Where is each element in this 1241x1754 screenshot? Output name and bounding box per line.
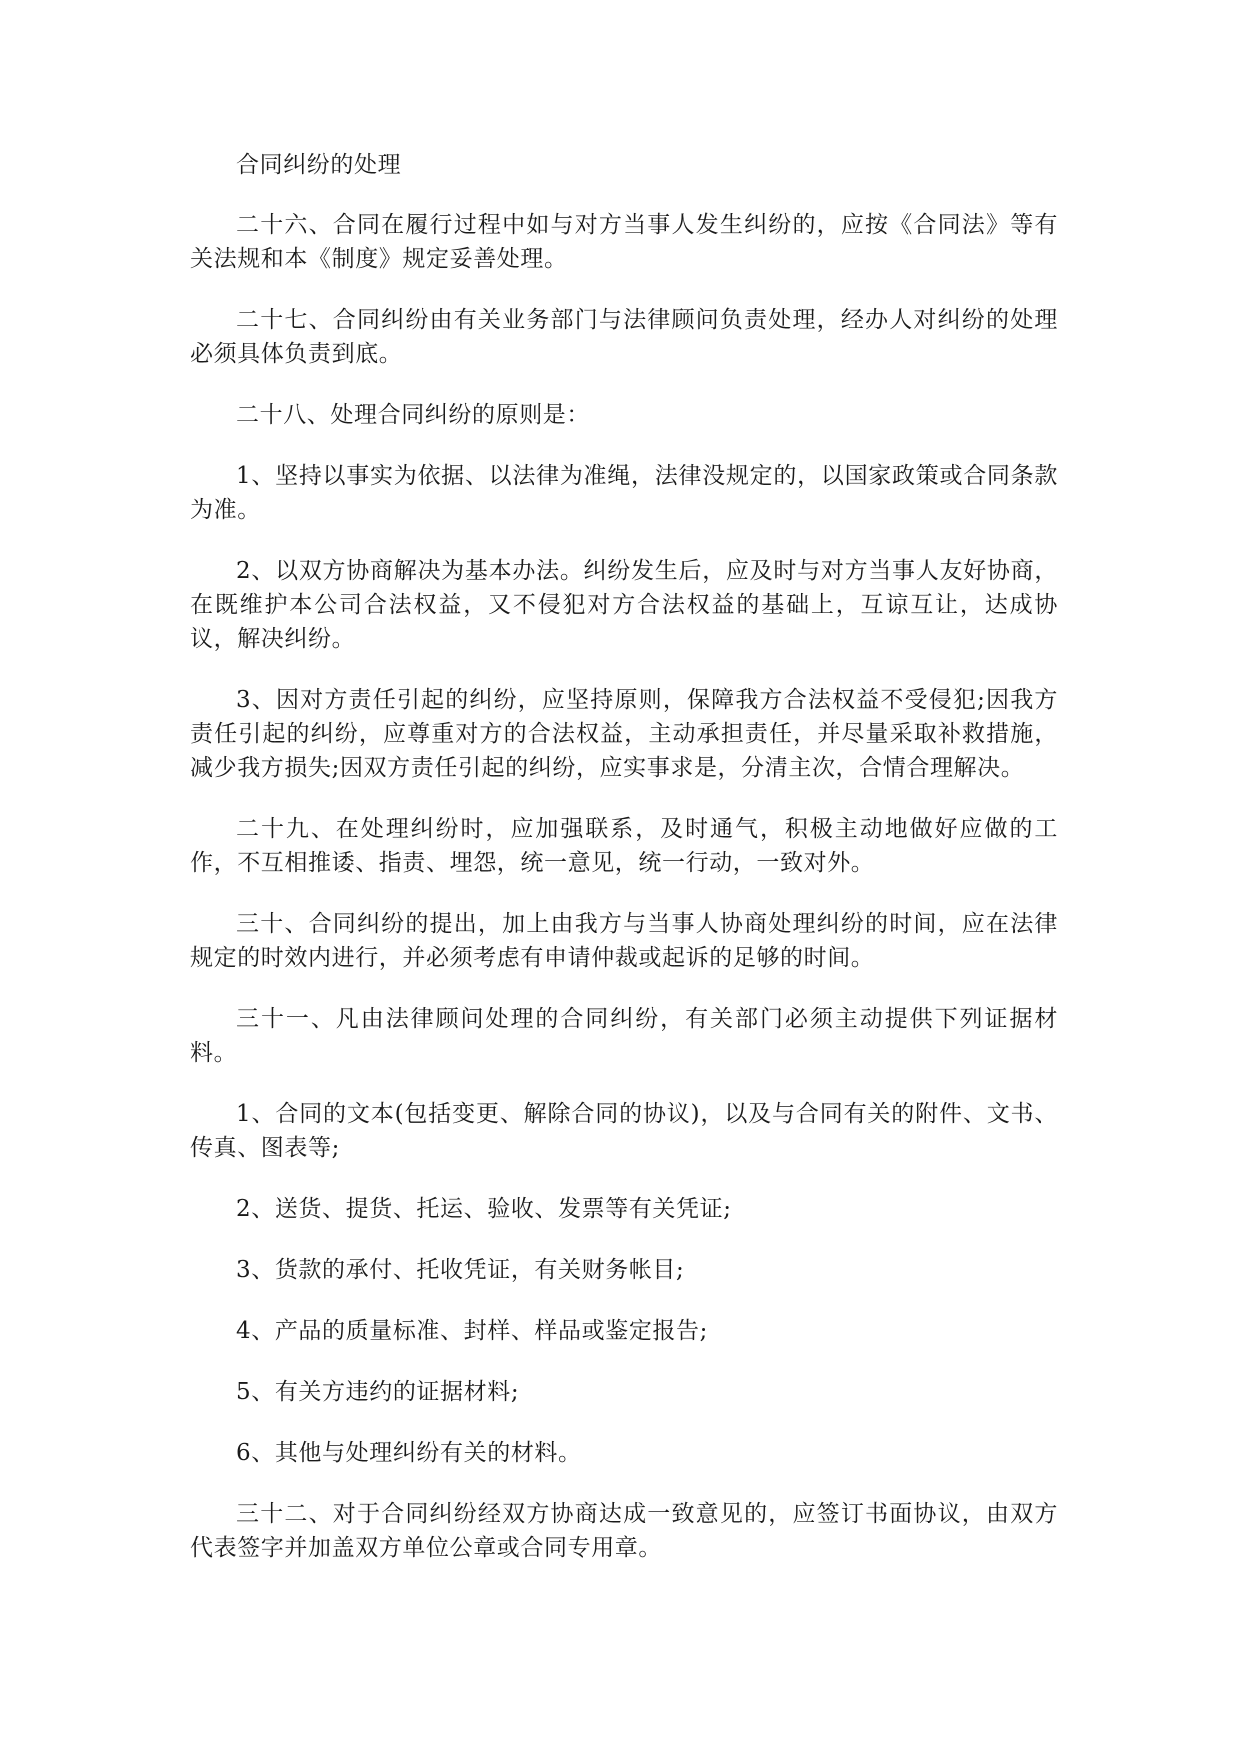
principle-1: 1、坚持以事实为依据、以法律为准绳，法律没规定的，以国家政策或合同条款为准。	[190, 463, 1058, 523]
section-title: 合同纠纷的处理	[236, 152, 402, 178]
evidence-item-3: 3、货款的承付、托收凭证，有关财务帐目;	[236, 1257, 685, 1283]
paragraph-30: 三十、合同纠纷的提出，加上由我方与当事人协商处理纠纷的时间，应在法律规定的时效内进行，并必须考虑有申请仲裁或起诉的足够的时间。	[190, 911, 1058, 971]
evidence-item-6: 6、其他与处理纠纷有关的材料。	[236, 1440, 582, 1466]
principle-2: 2、以双方协商解决为基本办法。纠纷发生后，应及时与对方当事人友好协商，在既维护本公司合法权益，又不侵犯对方合法权益的基础上，互谅互让，达成协议，解决纠纷。	[190, 558, 1058, 652]
paragraph-32: 三十二、对于合同纠纷经双方协商达成一致意见的，应签订书面协议，由双方代表签字并加盖双方单位公章或合同专用章。	[190, 1501, 1058, 1561]
paragraph-27: 二十七、合同纠纷由有关业务部门与法律顾问负责处理，经办人对纠纷的处理必须具体负责到底。	[190, 307, 1058, 367]
evidence-item-1: 1、合同的文本(包括变更、解除合同的协议)，以及与合同有关的附件、文书、传真、图表等;	[190, 1101, 1058, 1161]
evidence-item-5: 5、有关方违约的证据材料;	[236, 1379, 520, 1405]
evidence-item-4: 4、产品的质量标准、封样、样品或鉴定报告;	[236, 1318, 708, 1344]
evidence-item-2: 2、送货、提货、托运、验收、发票等有关凭证;	[236, 1196, 732, 1222]
paragraph-26: 二十六、合同在履行过程中如与对方当事人发生纠纷的，应按《合同法》等有关法规和本《制度》规定妥善处理。	[190, 212, 1058, 272]
document-page	[190, 148, 1058, 1592]
paragraph-29: 二十九、在处理纠纷时，应加强联系，及时通气，积极主动地做好应做的工作，不互相推诿、指责、埋怨，统一意见，统一行动，一致对外。	[190, 816, 1058, 876]
paragraph-31: 三十一、凡由法律顾问处理的合同纠纷，有关部门必须主动提供下列证据材料。	[190, 1006, 1058, 1066]
paragraph-28: 二十八、处理合同纠纷的原则是：	[236, 402, 590, 428]
principle-3: 3、因对方责任引起的纠纷，应坚持原则，保障我方合法权益不受侵犯;因我方责任引起的纠纷，应尊重对方的合法权益，主动承担责任，并尽量采取补救措施，减少我方损失;因双方责任引起的纠纷，应实事求是，分清主次，合情合理解决。	[190, 687, 1058, 781]
